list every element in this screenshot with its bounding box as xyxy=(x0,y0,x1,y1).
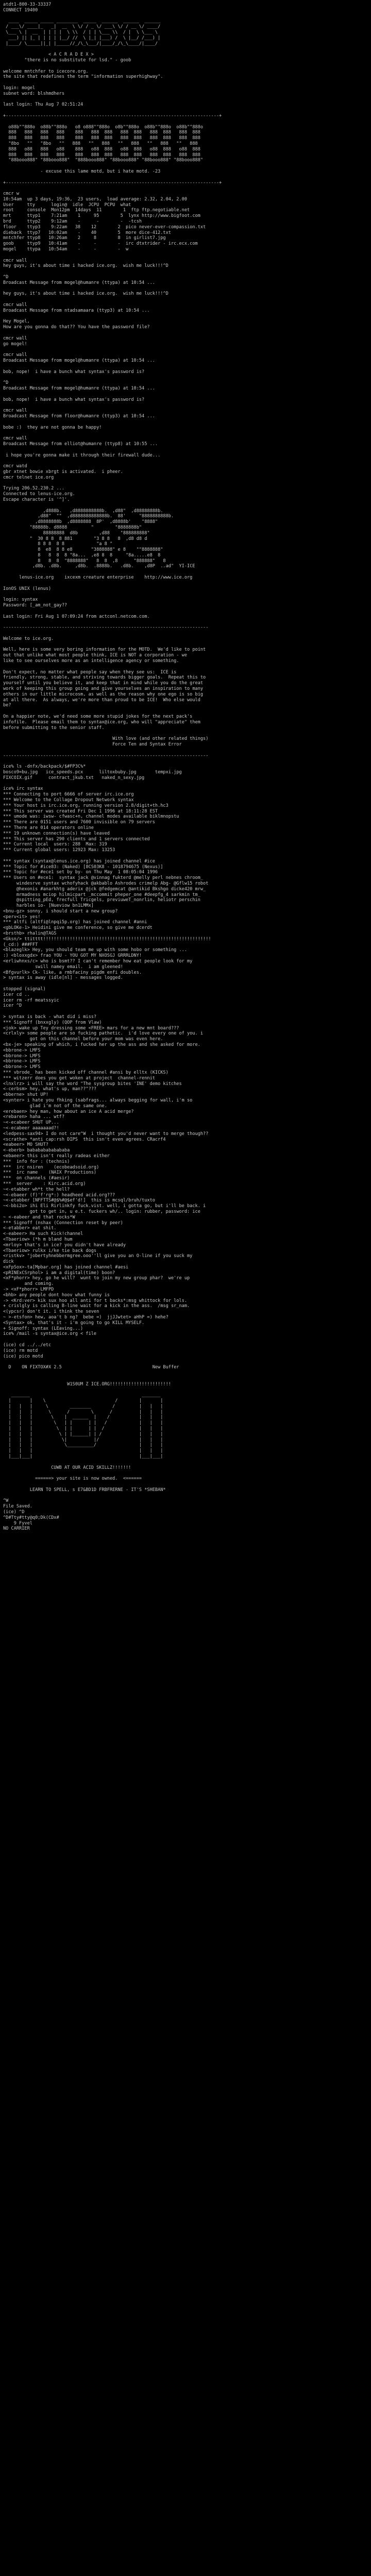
terminal-line: Last login: Fri Aug 1 07:09:24 from actconl.netcom.com. xyxy=(3,614,150,619)
terminal-line xyxy=(3,591,368,597)
terminal-line: <bbrone-> LMFS xyxy=(3,1047,41,1053)
terminal-line: atdt1-800-33-33337 xyxy=(3,2,52,7)
terminal-line: ice% ls -dnfx/backpack/$#FP3C%* xyxy=(3,764,86,770)
terminal-line xyxy=(3,981,368,987)
terminal-line: work of keeping this group going and give yourselves an inspiration to many xyxy=(3,686,204,692)
terminal-line xyxy=(3,1376,368,1382)
terminal-line: <pRINExCSrphol> i am a digital(time) boon? xyxy=(3,1270,115,1276)
terminal-line: Broadcast Message from mogel@humanre (ttypa) at 10:54 ... xyxy=(3,280,155,285)
terminal-line xyxy=(3,664,368,670)
terminal-line xyxy=(3,63,368,69)
terminal-line xyxy=(3,13,368,19)
terminal-line: <crlxly> some people are so fucking pathetic. i'd love every one of you. i xyxy=(3,1031,204,1037)
terminal-line: 9 Fyvel xyxy=(3,1520,32,1526)
terminal-line: ~ <-eabeer and that rocks*W xyxy=(3,1214,75,1220)
terminal-line: *** Current global users: 12923 Max: 13253 xyxy=(3,848,115,853)
terminal-line xyxy=(3,631,368,636)
terminal-line: cmcr wall xyxy=(3,352,27,358)
terminal-line: Broadcast Message from ntadsamaara (ttyp3) at 10:54 ... xyxy=(3,308,150,313)
terminal-line: <ebaeer> this isn't really radeas either xyxy=(3,1153,110,1159)
terminal-line: last login: Thu Aug 7 02:51:24 xyxy=(3,102,83,108)
terminal-line: ____ _____ _____ ________ _____ ______ ______ ______ xyxy=(3,19,161,24)
terminal-line xyxy=(3,1482,368,1487)
terminal-line: bob, nope! i have a bunch what syntax's password is? xyxy=(3,397,145,402)
terminal-line: (ice) cd ../../etc xyxy=(3,1343,52,1348)
terminal-line: 10:54am up 3 days, 19:36, 23 users, load average: 2.32, 2.04, 2.00 xyxy=(3,196,187,202)
terminal-line: <bbrone-> LMFS xyxy=(3,1053,41,1059)
terminal-line: *** This server has 290 clients and 1 servers connected xyxy=(3,836,150,842)
terminal-line: login: syntax xyxy=(3,597,38,603)
terminal-line xyxy=(3,185,368,191)
terminal-line: | | | \ / \ / | | | xyxy=(3,1409,163,1415)
terminal-line: \___ \ | __ | | | | \ \\ / | | \___ \\ / | \ \___ \ xyxy=(3,29,158,35)
terminal-line: cmcr w xyxy=(3,191,20,197)
terminal-line: " 30 8 8 8 881 "3 8 8 8 ,d8 d8 d xyxy=(3,536,147,541)
terminal-line: | | | | | | xyxy=(3,1448,163,1454)
terminal-line: > syntax is away (idle[nl] - messages logged. xyxy=(3,975,123,981)
terminal-line: <gbLOKe-1> Heidini give me conference, so give me dcerdt xyxy=(3,925,153,931)
terminal-line: cmcr wall xyxy=(3,258,27,263)
terminal-line: <blazeglk> Hey, you should team me up with some hobo or something ... xyxy=(3,947,187,953)
terminal-line: goob ttyp9 10:41am - - - irc dtxtrider - irc.ecx.com xyxy=(3,241,198,247)
terminal-line xyxy=(3,853,368,859)
terminal-line: (ice) ^D xyxy=(3,1509,25,1515)
terminal-line: Hey Mogel, xyxy=(3,319,30,325)
terminal-line xyxy=(3,269,368,275)
terminal-line: |____/ \_____||_| |_____//_/\_\___/|____/_/\_\____/|____/ xyxy=(3,41,158,46)
terminal-line: | | | \ | ______ | / | | | xyxy=(3,1415,163,1420)
terminal-line: +--------------------------------------------------------------------------------+ xyxy=(3,180,222,185)
terminal-line: With love (and other related things) xyxy=(3,736,209,742)
terminal-line xyxy=(3,642,368,648)
terminal-line: got to get in, u e.t. fuckers wh/.. login: rubber, password: ice xyxy=(3,1209,200,1214)
terminal-line: <Bfgvurlk> Ck- like, a rmbfaciny pigdm enfi doubles. xyxy=(3,970,142,975)
terminal-line: <erebaen> hey man, how about an ice A acid merge? xyxy=(3,1109,134,1114)
terminal-line: "88booo888" "88booo888" "888booo888" "88booo888" "88booo888" "88booo888" xyxy=(3,158,204,163)
terminal-line: 88888888 d8b ,d88 "888888888" xyxy=(3,530,150,536)
terminal-line: | | | \| |/ | | | xyxy=(3,1437,163,1443)
terminal-line xyxy=(3,708,368,714)
terminal-line: "there is no substitute for lsd." - goob xyxy=(3,57,131,63)
terminal-line: the site that redefines the term "information superhighway". xyxy=(3,74,163,80)
terminal-line xyxy=(3,619,368,625)
terminal-line: <brsthb> rhalin@TAGS xyxy=(3,931,57,937)
terminal-line: icer ^D xyxy=(3,1003,22,1009)
terminal-line xyxy=(3,314,368,319)
terminal-line: <bbrone-> LMFS xyxy=(3,1059,41,1064)
terminal-line: Welcome to ice.org. xyxy=(3,636,54,641)
terminal-line: Password: [_am_not_gay?? xyxy=(3,603,68,608)
terminal-line: D ON FIXTOX#X 2.5 New Buffer xyxy=(3,1365,179,1370)
terminal-line: before submitting to the senior staff. xyxy=(3,725,105,731)
terminal-line: <-etabber> eat shit. xyxy=(3,1226,57,1231)
terminal-line: cmcr telnet ice.org xyxy=(3,474,54,480)
terminal-line: *** irc nsiren (ecobeadsoid.org) xyxy=(3,1164,99,1170)
terminal-line: <Tbaeriow> rulkx i/ke tie back dogs xyxy=(3,1248,97,1253)
terminal-line: *** There are 0151 users and 7600 invisible on 79 servers xyxy=(3,820,155,825)
terminal-line: Force Ten and Syntax Error xyxy=(3,741,182,747)
terminal-line: harbles io- [Nueviow bn1LMMx] xyxy=(3,903,94,909)
terminal-line: + crislgly is calling B-line wait for a kick in the ass. /msg sr_nam. xyxy=(3,1303,190,1309)
terminal-line: ,d8b. .d8b. ,d8b. .8888b. .d8b. ,d8P ..ad" YI-ICE xyxy=(3,564,195,569)
terminal-line: lenus-ice.org ixcexm creature enterprise http://www.ice.org xyxy=(3,575,193,581)
terminal-line: | | | \ | |______| | / | | | xyxy=(3,1431,163,1437)
terminal-line: ~<-ecabeer aaaaaaad?! xyxy=(3,1125,59,1131)
terminal-line: out that unlike what most people think, ICE is NOT a corporation - we xyxy=(3,653,187,658)
terminal-line: *** Signoff (nshax (Connection reset by peer) xyxy=(3,1220,123,1226)
terminal-line xyxy=(3,347,368,352)
terminal-line: - excuse this lame motd, but i hate motd. -23 xyxy=(3,168,161,174)
terminal-line xyxy=(3,481,368,486)
terminal-line: Connected to lenus-ice.org. xyxy=(3,492,75,497)
terminal-line: <eabeer> MO SHUT? xyxy=(3,1142,48,1148)
terminal-line xyxy=(3,458,368,464)
terminal-line: <bhb> any people dont hoov what funny is xyxy=(3,1292,110,1298)
terminal-line: + Signoff: syntax (LEaving...) xyxy=(3,1326,83,1331)
terminal-line: "88888b. d8888 " "8888888b" xyxy=(3,524,142,530)
terminal-line: i hope you're gonna make it through their firewall dude... xyxy=(3,452,161,458)
terminal-line: ice% /mail -s syntax@ice.org < file xyxy=(3,1331,97,1337)
terminal-line: Broadcast Message from mogel@humanre (ttypa) at 10:54 ... xyxy=(3,358,155,363)
terminal-line xyxy=(3,46,368,52)
terminal-line: others in our little microcosm, as well as the reason why one ego is so big xyxy=(3,691,204,697)
terminal-line: ~<-ecabeer SHUT UP... xyxy=(3,1120,59,1126)
terminal-line: root console Mon12pm 14days 11 1 ftp ftp.negotiable.net xyxy=(3,208,190,213)
terminal-line: ^W xyxy=(3,1498,9,1504)
terminal-line: *** Current local users: 288 Max: 319 xyxy=(3,842,107,848)
terminal-line: 8 8 8 "8888888" 8 8 ,8 "888888" 8 xyxy=(3,558,166,564)
terminal-line xyxy=(3,80,368,86)
terminal-line xyxy=(3,402,368,408)
terminal-line: How are you gonna do that?? You have the password file? xyxy=(3,325,150,330)
terminal-line: at all there. As always, we're more than proud to be ICE! Who else would xyxy=(3,697,200,703)
terminal-line xyxy=(3,419,368,425)
terminal-line: *** Signoff (bnxxgly) (QOP from Vlaw) xyxy=(3,1020,102,1025)
terminal-line: / ___\/ ____|_ _| __ \ \/ / _ \/ ___\ \/ / __ \/ ____/ xyxy=(3,24,161,30)
terminal-line: @spitting_pEd, frecfull Tricgels, previuweT_nonrlin, heliotr perschin xyxy=(3,897,200,903)
terminal-line: <bberne> shut UP! xyxy=(3,1092,48,1098)
terminal-line xyxy=(3,1009,368,1014)
terminal-line: <Syntax> ok, that's it - i'm going to go KILL MYSELF. xyxy=(3,1320,145,1326)
terminal-line: |___|___| |___|___| xyxy=(3,1453,163,1459)
terminal-line: <-eberb> babababababababa xyxy=(3,1148,70,1154)
terminal-line: ----------------------------------------------------------------------------- xyxy=(3,753,209,758)
terminal-line: < A C R A D E X > xyxy=(3,52,94,58)
terminal-line: <lnxlrz> i will say the word "The sysgroup bites 'INE' demo kitches xyxy=(3,1081,182,1087)
terminal-line: <-eabeer> Ha such Kick!channel xyxy=(3,1231,83,1237)
terminal-line: <xF*phorr> hey, go he will? wunt to join my new group phar? we're up xyxy=(3,1276,190,1281)
terminal-line: bosco9=bu.jpg ice_speeds.pcx liltoxbuby.jpg tempxi.jpg xyxy=(3,769,182,775)
terminal-line xyxy=(3,430,368,436)
terminal-line: got on this channel before your mom was even here. xyxy=(3,1037,163,1042)
terminal-line: W1S0UM Z ICE.ORG!!!!!!!!!!!!!!!!!!!!!!! xyxy=(3,1381,171,1387)
terminal-line: bobe :) they are not gonna be happy! xyxy=(3,425,102,430)
terminal-line: 8 e8 8 8 e8 "3888888" e 8 ""8888888" xyxy=(3,547,163,553)
terminal-line: ======> your site is now owned. <====== xyxy=(3,1476,142,1482)
terminal-line: | | | \ | | | | / | | | xyxy=(3,1426,163,1431)
terminal-line: cmcr wall xyxy=(3,335,27,341)
terminal-line: go mogel! xyxy=(3,341,27,347)
terminal-line: *** Connecting to port 6666 of server irc.ice.org xyxy=(3,792,134,798)
terminal-line: Escape character is '^]'. xyxy=(3,497,70,502)
terminal-line: *** Your host is irc.ice.org, running version 2.8/digit+th.hc3 xyxy=(3,803,168,808)
terminal-line: > syntax is back - what did i miss? xyxy=(3,1014,97,1020)
terminal-line: 888 888 888 888 888 888 888 888 888 888 888 888 888 xyxy=(3,152,200,158)
terminal-line xyxy=(3,1337,368,1343)
terminal-line: -> <Krd:ver> kik sux hoo all anti for t backs*:msg whittock for lols. xyxy=(3,1298,187,1303)
terminal-line: *** There are 014 operators online xyxy=(3,825,94,831)
terminal-line: mntchfer ttyp8 10:26am 2 8 8 in girlist7.jpg xyxy=(3,235,166,241)
terminal-line: Broadcast Message from floor@humanre (ttyp3) at 10:54 ... xyxy=(3,413,155,419)
terminal-line: mrmadness mciop hilmicpart _mccommit pheper_one #deepfg_4 sarkmin tm_ xyxy=(3,892,200,897)
terminal-line xyxy=(3,286,368,292)
terminal-line: ~<-ebaeer (f)'f'rg*:) headheed acid.org??? xyxy=(3,1192,115,1198)
terminal-line: *** syntax (syntax@lenus.ice.org) has joined channel #ice xyxy=(3,858,155,864)
terminal-line: o88b""888o o88b""888o o8 o888""888o o8b""888o o88b""888o o88b""888o xyxy=(3,124,204,130)
terminal-line xyxy=(3,1460,368,1465)
terminal-line: 888 888 888 888 888 888 888 888 888 888 888 888 888 xyxy=(3,130,200,135)
terminal-line: *** altfi (altfi@lnpqi5p.org) has joined channel #anni xyxy=(3,920,147,925)
terminal-line: windesrve syntax wchofyhack @akbablo Ashrodes crimelp Abg- @Gflw15 robot xyxy=(3,880,209,886)
terminal-line xyxy=(3,608,368,614)
terminal-line: Broadcast Message from mogel@humanre (ttypa) at 10:54 ... xyxy=(3,385,155,391)
terminal-line: CONNECT 19400 xyxy=(3,7,38,13)
terminal-line: yourself until you believe it, and keep that in mind while you do the great xyxy=(3,681,204,686)
terminal-line xyxy=(3,392,368,397)
terminal-line: stopped (signal) xyxy=(3,987,46,992)
terminal-line: <perv<it> yes! xyxy=(3,914,41,920)
terminal-line: hey guys, it's about time i hacked ice.org. wish me luck!!!^D xyxy=(3,291,168,297)
terminal-line: 888 888 888 888 888 888 888 888 888 888 888 888 888 xyxy=(3,135,200,141)
terminal-line: brd ttyp2 9:12am - - - -tcsh xyxy=(3,219,142,225)
terminal-line: ,d888b. ,d8888888888b. ,d88" ,d88888888b. xyxy=(3,508,163,514)
terminal-line: | | | \ | | | | / | | | xyxy=(3,1420,163,1426)
terminal-line xyxy=(3,447,368,453)
terminal-line xyxy=(3,1387,368,1393)
terminal-line: | | | \__________/ | | | xyxy=(3,1443,163,1448)
terminal-line: *** Topic for #ice83: (Naked) [8CS03K8 - 1018794675 (Nexus)] xyxy=(3,864,163,870)
terminal-line: _______ _______ xyxy=(3,1393,161,1398)
terminal-line: like to see ourselves more as an intelligence agency or something. xyxy=(3,658,179,664)
terminal-line: *** irc name (NAIX Productions) xyxy=(3,1170,97,1176)
terminal-line xyxy=(3,569,368,575)
terminal-line: :) <bloxxgdx> frao YOU - YOU GOT MY NXOSGJ GRRRLDNY! xyxy=(3,953,142,959)
terminal-line: cmcr watd xyxy=(3,464,27,469)
terminal-line xyxy=(3,581,368,586)
terminal-line: dick xyxy=(3,1259,14,1265)
terminal-line: bob, nope! i have a bunch what syntax's password is? xyxy=(3,369,145,375)
terminal-line: *** This server was created Fri Dec 1 1996 at 18:11:28 EST xyxy=(3,808,158,814)
terminal-line xyxy=(3,1470,368,1476)
terminal-line: be? xyxy=(3,703,11,708)
terminal-line: *** Topic for #ece1 set by by- on Thu May 1 08:05:04 1996 xyxy=(3,870,158,875)
terminal-line xyxy=(3,119,368,125)
terminal-line: dieback ttyp7 10:02am - 40 5 more dice-412.txt xyxy=(3,230,171,235)
terminal-line: *** on channels (#aesir) xyxy=(3,1176,70,1181)
terminal-line: hey guys, it's about time i hacked ice.org. wish me luck!!!^D xyxy=(3,263,168,269)
terminal-line xyxy=(3,781,368,787)
terminal-line: FIXCOIX.gif contract_jkub.txt naked_n_sexy.jpg xyxy=(3,775,145,781)
terminal-line: ,d8888888b ,d8888888 8P' ,d8888b' "8888" xyxy=(3,519,158,525)
terminal-line: ~ >-etsfon> hew, aoa't b ng? bebe =) jjJJwtet> aHhP =) hehe? xyxy=(3,1315,168,1320)
terminal-line xyxy=(3,748,368,753)
terminal-line: <Tbaeriow> (*h m bland hum xyxy=(3,1236,73,1242)
terminal-line: welcome mntchfer to icecore.org. xyxy=(3,69,89,74)
terminal-line: 888 o88 888 o88 888 o88 888 o88 888 o88 888 o88 888 xyxy=(3,146,200,152)
terminal-line: <erliwhnxs/c> who is bsmt?? I can't remember how eat people look for my xyxy=(3,959,193,964)
terminal-line xyxy=(3,97,368,103)
terminal-line: *** vbrode_ has been kicked off channel #ansi by elltx (KICKS) xyxy=(3,1070,168,1075)
terminal-line: CUWB AT OUR ACID SKILLZ!!!!!!! xyxy=(3,1465,131,1470)
terminal-line: LEARN TO SPELL, s E7&BD1D FRBFRERNE - IT'S *SHEBAN* xyxy=(3,1487,166,1493)
terminal-line: <ristkv> "jobertyhnebbermgree.ooo''ll give you an O-line if you suck my xyxy=(3,1253,193,1259)
terminal-line: | | | \ ________ / | | | xyxy=(3,1403,163,1409)
terminal-line: *** witzerr does you get woken at project channel-rennit xyxy=(3,1075,155,1081)
terminal-line xyxy=(3,375,368,380)
terminal-line: <ledpess-sax94> I do not care^W i thought you'd never want to merge though?? xyxy=(3,1131,209,1137)
terminal-line xyxy=(3,1359,368,1365)
terminal-line: 8 8 8 8 "8a... ,e8 8 8 "8a.....e8 8 xyxy=(3,552,161,558)
terminal-line: infofile. Please email them to syntax@ice.org, who will "appreciate" them xyxy=(3,719,200,725)
terminal-line: <jok> wake up Tey dressing some <FREE> mars for a new mnt board??? xyxy=(3,1025,179,1031)
terminal-line: cmcr wall xyxy=(3,436,27,442)
terminal-line: gbr xtnet bowie xbrgt is activated. i pheer. xyxy=(3,469,123,474)
terminal-line: glad i'm not of the same one. xyxy=(3,1103,107,1109)
terminal-line: ice% irc syntax xyxy=(3,786,43,792)
terminal-line xyxy=(3,731,368,736)
terminal-line: <bnu-gz> sonny, i should start a new group? xyxy=(3,908,118,914)
terminal-line: and coming. xyxy=(3,1281,54,1287)
terminal-line: Broadcast Message from elliot@humanre (ttyp8) at 10:55 ... xyxy=(3,441,158,447)
terminal-line: | | \ / | | xyxy=(3,1398,163,1404)
terminal-line: Trying 206.52.230.2 ... xyxy=(3,486,64,492)
terminal-line: <bx-je> speaking of which, i fucked her up the ass and she asked for more. xyxy=(3,1042,200,1048)
terminal-line: *** info for : (technis) xyxy=(3,1159,70,1164)
terminal-line: <scrathe> *anti cap:rsh DIPS this isn't even agrees. CRacrf4 xyxy=(3,1137,166,1142)
terminal-line: <bbrone-> LMFS xyxy=(3,1064,41,1070)
terminal-line: *** Welcome to the Collage Dropout Network syntax xyxy=(3,797,134,803)
terminal-line: (ice) pico motd xyxy=(3,1353,43,1359)
terminal-line xyxy=(3,175,368,180)
terminal-line xyxy=(3,1493,368,1499)
terminal-line: ----------------------------------------------------------------------------- xyxy=(3,625,209,631)
terminal-line: (ice) rm motd xyxy=(3,1348,38,1353)
terminal-line: *** umode was: iwsw- cfwasc+n, channel modes available biklmnopstu xyxy=(3,814,179,820)
terminal-line: <xFpSox>-ta[Mpbar.org] has joined channel #aesi xyxy=(3,1264,129,1270)
terminal-line: login: mogel xyxy=(3,85,36,91)
terminal-line: icer rm -rf meatssyic xyxy=(3,997,59,1003)
terminal-line: ^D xyxy=(3,380,9,386)
terminal-line: ~<-bbi2o> ihi Eli Rirlinkfy fuck.vist. well, i gotta go, but i'll be back. i xyxy=(3,1204,206,1209)
terminal-line xyxy=(3,758,368,764)
terminal-line: (_cd:) ###FFT xyxy=(3,942,38,947)
terminal-line: mogel ttypa 10:54am - - - w xyxy=(3,247,129,252)
terminal-line xyxy=(3,108,368,113)
terminal-line xyxy=(3,330,368,336)
terminal-line: ___) || |_ | | | | |__/ // \ |_| |___) / \ |__/ /___) | xyxy=(3,35,161,41)
terminal-line: <-cerbsm> hey, what's up, man??"??? xyxy=(3,1087,97,1092)
terminal-line: ,d88" "" ,d8888888888888b. 88' "8888888888b. xyxy=(3,514,174,519)
terminal-line: cmcr wall xyxy=(3,408,27,414)
terminal-line: ^D#Tty#tty@q0;Dk(CDx# xyxy=(3,1515,59,1520)
terminal-line: *** server : Kirc.acid.org) xyxy=(3,1181,86,1187)
terminal-line: <synter> i hate you fhking (sabfrags... always begging for wall, i'm so xyxy=(3,1097,193,1103)
terminal-line: "8bo "" "8bo "" 888 "" 888 "" 888 "" 888 "" 888 xyxy=(3,141,198,146)
terminal-line: Well, here is some very boring information for the MOTD. We'd like to point xyxy=(3,647,206,653)
terminal-line: <(ypcsr) don't it. i think the seven xyxy=(3,1309,99,1315)
terminal-line: +--------------------------------------------------------------------------------+ xyxy=(3,113,222,118)
terminal-line xyxy=(3,364,368,369)
terminal-line: subnet word: blshmdhers xyxy=(3,91,64,96)
terminal-line: 8 8 8 8 8 "a 8 " xyxy=(3,541,113,547)
terminal-line: *** Users on #ece1: syntax jack @vinnag fukterd @melly perl nebnes chroom_ xyxy=(3,875,204,881)
terminal-line: @hexonis #anarkhtg aderix @jck @fedgemcat @antikid Bkshgo dicke420 mrw_ xyxy=(3,886,206,892)
terminal-line xyxy=(3,503,368,509)
terminal-line: icer cd .. xyxy=(3,992,30,997)
terminal-line: IonOS UNIX (lenus) xyxy=(3,586,52,591)
terminal-line: cmcr wall xyxy=(3,302,27,308)
terminal-line: mrt ttyp1 7:21am 1 95 5 lynx http://www.bigfoot.com xyxy=(3,213,200,219)
terminal-line: <mrloy> that's in ice? you didn't have already xyxy=(3,1242,126,1248)
terminal-line: swill namey email. i am gleened! xyxy=(3,964,123,970)
terminal-line: ^D xyxy=(3,275,9,280)
terminal-line: NO CARRIER xyxy=(3,1526,30,1532)
terminal-line: *** 19 unknown connection(s) have leaved xyxy=(3,831,110,836)
terminal-line xyxy=(3,163,368,169)
terminal-line: ~<-etabber [NFFTTS#@$%#@$ef'd!] this is mcsql/bruh/tuxto xyxy=(3,1198,155,1204)
terminal-line: File Saved. xyxy=(3,1504,32,1510)
terminal-line: -> <xF*phorr> LMFPD xyxy=(3,1287,54,1293)
terminal-line: floor ttyp3 9:22am 38 12 2 pico never-ever-compassion.txt xyxy=(3,224,206,230)
terminal-line: friendly, strong, stable, and striving towards bigger goals. Repeat this to xyxy=(3,675,206,681)
terminal-line xyxy=(3,297,368,302)
terminal-line: On a happier note, we'd need some more stupid jokes for the next pack's xyxy=(3,714,193,719)
terminal-line: ~<-etabber wh*t the hell? xyxy=(3,1187,70,1192)
terminal-line: User tty login@ idle JCPU PCPU what xyxy=(3,202,131,208)
terminal-line xyxy=(3,252,368,258)
terminal-line: <rebaren> haha ... wtf? xyxy=(3,1114,64,1120)
terminal-line xyxy=(3,1370,368,1376)
terminal-line: Don't expect, no matter what people say when they see us: ICE is xyxy=(3,669,177,675)
terminal-line: <Gksn/> ttitttt!!!!!!!!!!!!!!!!!!!!!!!!!!!!!!!!!!!!!!!!!!!!!!!!!!!!!!!!!!!!!!! xyxy=(3,936,211,942)
